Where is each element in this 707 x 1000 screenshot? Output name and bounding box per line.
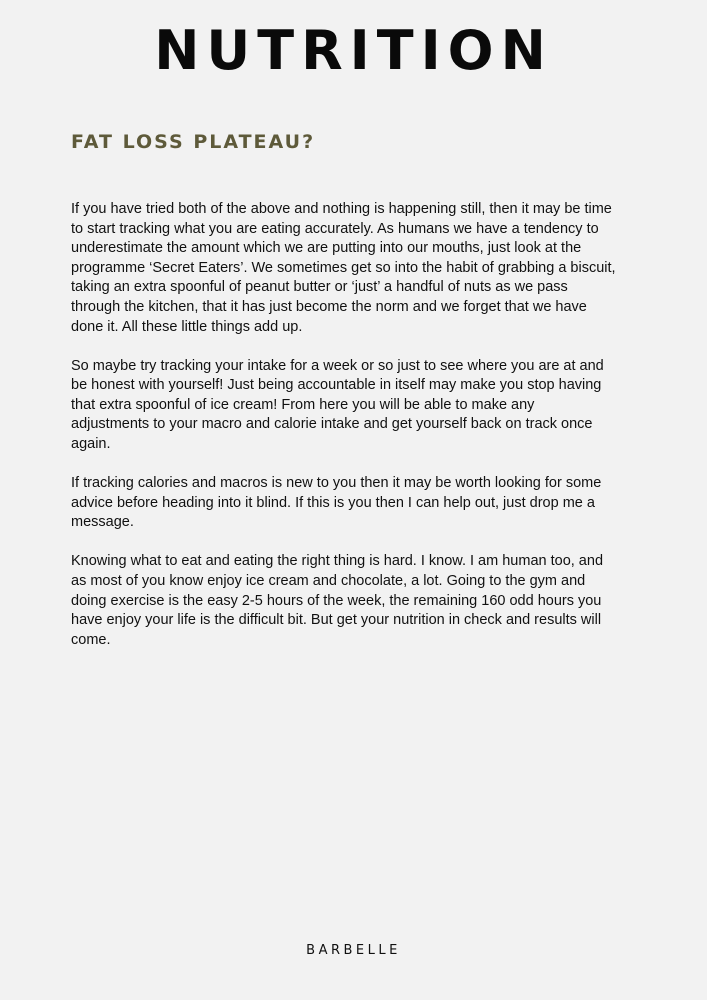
paragraph-3: If tracking calories and macros is new to you then it may be worth looking for some advice before heading into it blind. If this is you then I can help out, just drop me a message. — [71, 475, 602, 531]
page-title: NUTRITION — [154, 19, 553, 82]
body-text — [71, 200, 616, 670]
footer-brand: BARBELLE — [306, 943, 401, 958]
paragraph-4: Knowing what to eat and eating the right thing is hard. I know. I am human too, and as most of you know enjoy ice cream and chocolate, a lot. Going to the gym and doing exercise is the easy 2-5 hours of the week, the remaining 160 odd hours you have enjoy your life is the difficult bit. But get your nutrition in check and results will come. — [71, 553, 604, 648]
paragraph-1: If you have tried both of the above and nothing is happening still, then it may be time to start tracking what you are eating accurately. As humans we have a tendency to underestimate the amount which we are putting into our mouths, just look at the programme ‘Secret Eaters’. We sometimes get so into the habit of grabbing a biscuit, taking an extra spoonful of peanut butter or ‘just’ a handful of nuts as we pass through the kitchen, that it has just become the norm and we forget that we have done it. All these little things add up. — [71, 201, 616, 335]
paragraph-2: So maybe try tracking your intake for a week or so just to see where you are at and be honest with yourself! Just being accountable in itself may make you stop having that extra spoonful of ice cream! From here you will be able to make any adjustments to your macro and calorie intake and get yourself back on track once again. — [71, 357, 604, 453]
section-heading: FAT LOSS PLATEAU? — [71, 131, 316, 153]
